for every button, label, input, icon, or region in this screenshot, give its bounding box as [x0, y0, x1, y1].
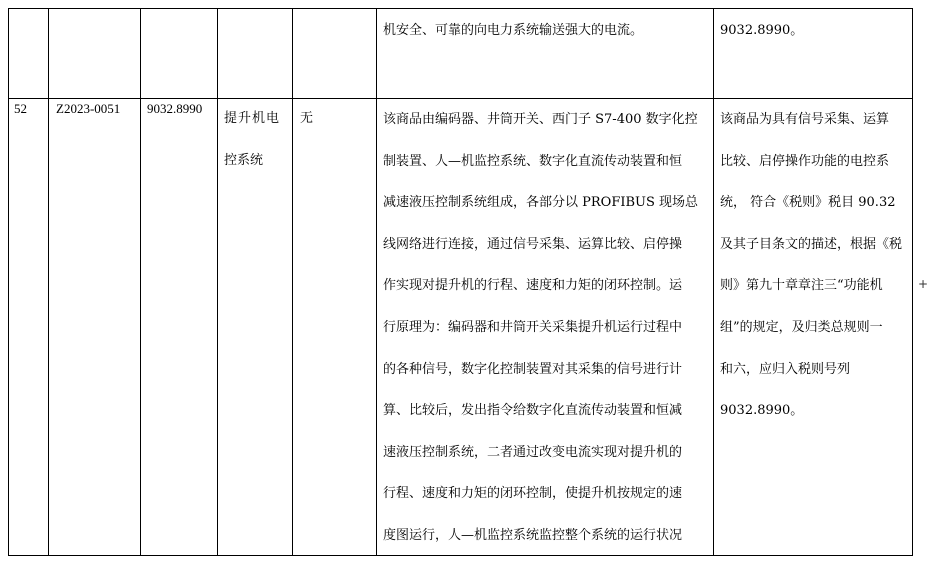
plus-icon[interactable]: + — [918, 277, 928, 291]
description-line: 作实现对提升机的行程、速度和力矩的闭环控制。运 — [383, 278, 683, 294]
column-divider — [217, 8, 218, 556]
column-divider — [292, 8, 293, 556]
description-line: 行程、速度和力矩的闭环控制，使提升机按规定的速 — [383, 486, 683, 502]
table-top-border — [8, 8, 913, 9]
ruling-number: Z2023-0051 — [56, 101, 121, 116]
description-line: 该商品由编码器、井筒开关、西门子 S7-400 数字化控 — [383, 112, 698, 127]
other-name: 无 — [300, 111, 314, 126]
reason-line: 则》第九十章章注三“功能机 — [720, 278, 883, 294]
reason-line: 比较、启停操作功能的电控系 — [720, 153, 890, 169]
description-cell-continued: 机安全、可靠的向电力系统输送强大的电流。 — [383, 23, 644, 38]
classification-reason — [720, 99, 910, 432]
description-line: 线网络进行连接，通过信号采集、运算比较、启停操 — [383, 236, 683, 252]
description-line: 制装置、人—机监控系统、数字化直流传动装置和恒 — [383, 153, 683, 169]
column-divider — [713, 8, 714, 556]
reason-line: 9032.8990。 — [720, 403, 804, 419]
description-line: 算、比较后，发出指令给数字化直流传动装置和恒减 — [383, 403, 683, 419]
reason-line: 组”的规定，及归类总规则一 — [720, 319, 883, 335]
product-name-line: 提升机电 — [224, 111, 281, 126]
description-line: 度图运行，人—机监控系统监控整个系统的运行状况 — [383, 527, 683, 543]
description-line: 减速液压控制系统组成，各部分以 PROFIBUS 现场总 — [383, 195, 699, 211]
column-divider — [140, 8, 141, 556]
reason-cell-continued: 9032.8990。 — [720, 23, 804, 38]
column-divider — [48, 8, 49, 556]
reason-line: 和六，应归入税则号列 — [720, 361, 851, 377]
hs-code: 9032.8990 — [147, 101, 203, 116]
table-right-border — [912, 8, 913, 556]
table-left-border — [8, 8, 9, 556]
row-index: 52 — [14, 101, 27, 116]
description-line: 行原理为：编码器和井筒开关采集提升机运行过程中 — [383, 319, 683, 335]
description-line: 的各种信号，数字化控制装置对其采集的信号进行计 — [383, 361, 683, 377]
product-name-line: 控系统 — [224, 153, 264, 168]
description-line: 速液压控制系统，二者通过改变电流实现对提升机的 — [383, 444, 683, 460]
reason-line: 及其子目条文的描述，根据《税 — [720, 236, 903, 252]
column-divider — [376, 8, 377, 556]
product-description — [383, 99, 711, 557]
reason-line: 统， 符合《税则》税目 90.32 — [720, 195, 896, 211]
reason-line: 该商品为具有信号采集、运算 — [720, 112, 890, 127]
